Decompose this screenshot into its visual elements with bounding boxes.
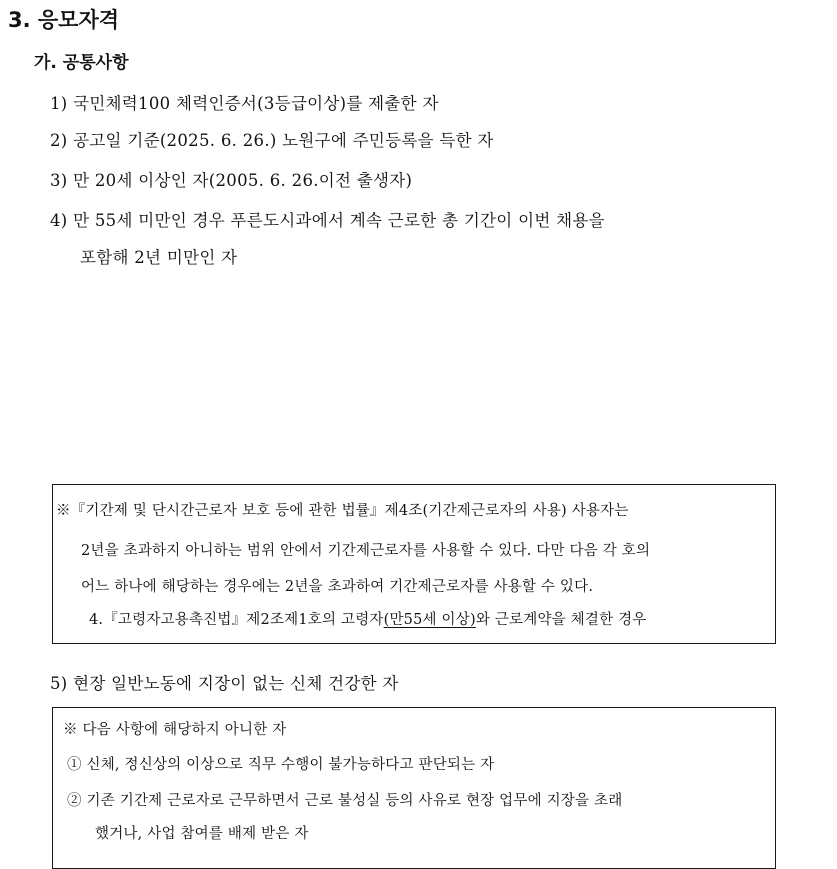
law-note-line-4-tail: 와 근로계약을 체결한 경우 (475, 612, 647, 628)
law-note-line-2: 2년을 초과하지 아니하는 범위 안에서 기간제근로자를 사용할 수 있다. 다만 다음 각 호의 (81, 543, 651, 559)
list-item-5: 5) 현장 일반노동에 지장이 없는 신체 건강한 자 (50, 674, 399, 693)
section-subtitle: 가. 공통사항 (34, 53, 129, 73)
exclusion-note-heading: ※ 다음 사항에 해당하지 아니한 자 (63, 722, 287, 738)
law-note-line-3: 어느 하나에 해당하는 경우에는 2년을 초과하여 기간제근로자를 사용할 수 있다. (81, 579, 594, 595)
list-item-3: 3) 만 20세 이상인 자(2005. 6. 26.이전 출생자) (50, 171, 413, 190)
exclusion-item-1: ① 신체, 정신상의 이상으로 직무 수행이 불가능하다고 판단되는 자 (67, 757, 495, 773)
list-item-1: 1) 국민체력100 체력인증서(3등급이상)를 제출한 자 (50, 94, 439, 113)
list-item-4-continued: 포함해 2년 미만인 자 (80, 248, 238, 267)
list-item-4: 4) 만 55세 미만인 경우 푸른도시과에서 계속 근로한 총 기간이 이번 채용을 (50, 211, 605, 230)
exclusion-note-box (52, 707, 776, 869)
law-note-line-1: ※『기간제 및 단시간근로자 보호 등에 관한 법률』제4조(기간제근로자의 사용) 사용자는 (56, 503, 629, 519)
list-item-2: 2) 공고일 기준(2025. 6. 26.) 노원구에 주민등록을 득한 자 (50, 131, 494, 150)
exclusion-item-2-continued: 했거나, 사업 참여를 배제 받은 자 (95, 826, 309, 842)
exclusion-item-2: ② 기존 기간제 근로자로 근무하면서 근로 불성실 등의 사유로 현장 업무에 지장을 초래 (67, 793, 623, 809)
law-note-underlined-age: (만55세 이상) (383, 612, 476, 628)
law-note-line-4-text: 4.『고령자고용촉진법』제2조제1호의 고령자 (89, 612, 384, 628)
law-note-box (52, 484, 776, 644)
law-note-line-4 (89, 608, 647, 629)
section-title: 3. 응모자격 (8, 8, 120, 32)
